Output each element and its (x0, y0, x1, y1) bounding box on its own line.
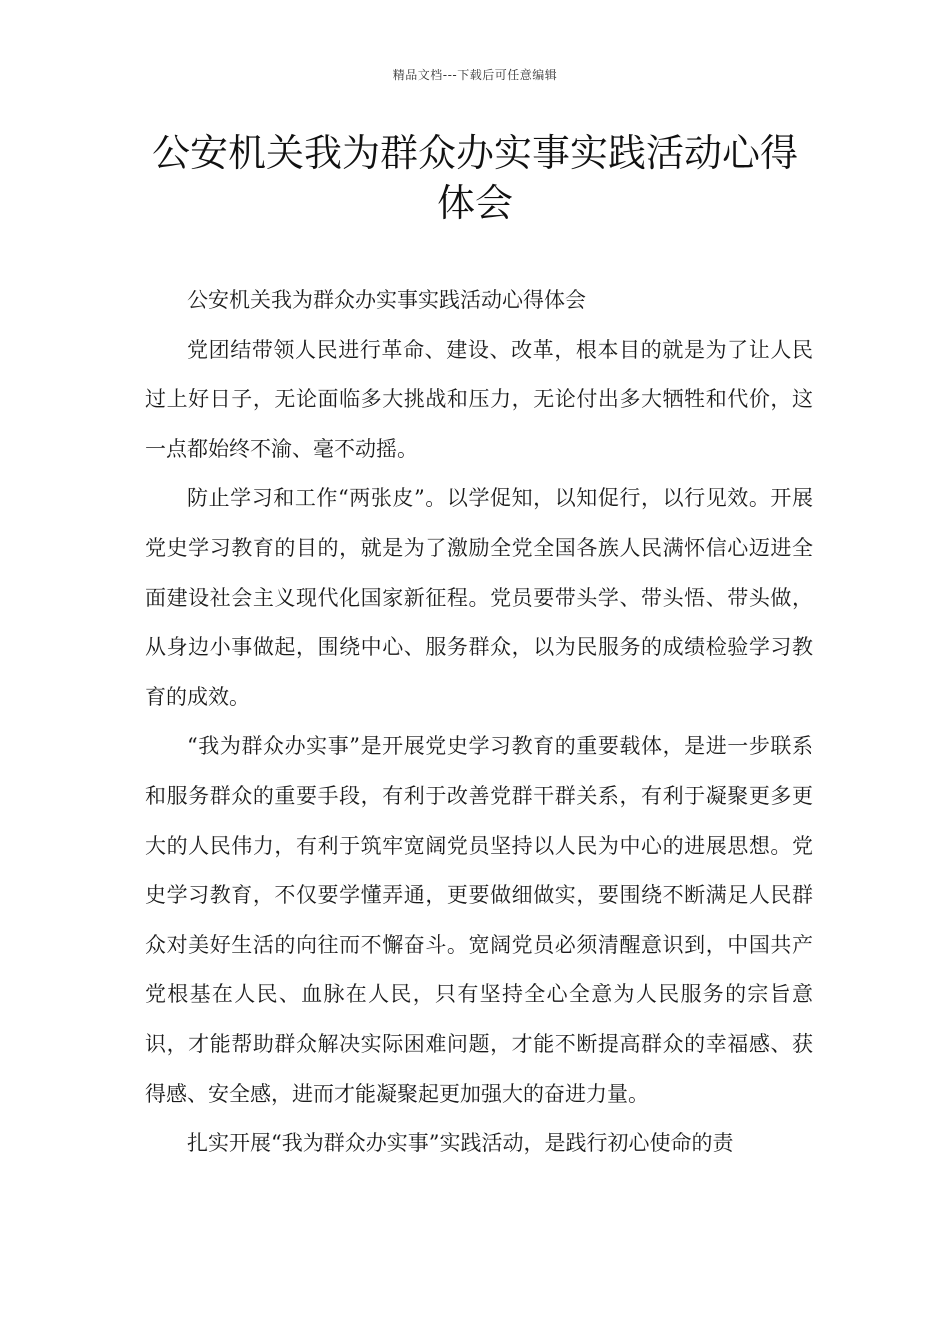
paragraph: “我为群众办实事”是开展党史学习教育的重要载体，是进一步联系和服务群众的重要手段，有利于改善党群干群关系，有利于凝聚更多更大的人民伟力，有利于筑牢宽阔党员坚持以人民为中心的进展思想。党史学习教育，不仅要学懂弄通，更要做细做实，要围绕不断满足人民群众对美好生活的向往而不懈奋斗。宽阔党员必须清醒意识到，中国共产党根基在人民、血脉在人民，只有坚持全心全意为人民服务的宗旨意识，才能帮助群众解决实际困难问题，才能不断提高群众的幸福感、获得感、安全感，进而才能凝聚起更加强大的奋进力量。 (145, 734, 813, 1106)
paragraph: 防止学习和工作“两张皮”。以学促知，以知促行，以行见效。开展党史学习教育的目的，就是为了激励全党全国各族人民满怀信心迈进全面建设社会主义现代化国家新征程。党员要带头学、带头悟、带头做，从身边小事做起，围绕中心、服务群众，以为民服务的成绩检验学习教育的成效。 (145, 486, 813, 709)
document-body (145, 276, 813, 1169)
paragraph: 党团结带领人民进行革命、建设、改革，根本目的就是为了让人民过上好日子，无论面临多大挑战和压力，无论付出多大牺牲和代价，这一点都始终不渝、毫不动摇。 (145, 337, 813, 461)
paragraph: 扎实开展“我为群众办实事”实践活动，是践行初心使命的责 (187, 1131, 734, 1156)
paragraph: 公安机关我为群众办实事实践活动心得体会 (187, 288, 586, 312)
header-note: 精品文档---下载后可任意编辑 (392, 68, 558, 82)
document-title: 公安机关我为群众办实事实践活动心得体会 (151, 131, 798, 225)
